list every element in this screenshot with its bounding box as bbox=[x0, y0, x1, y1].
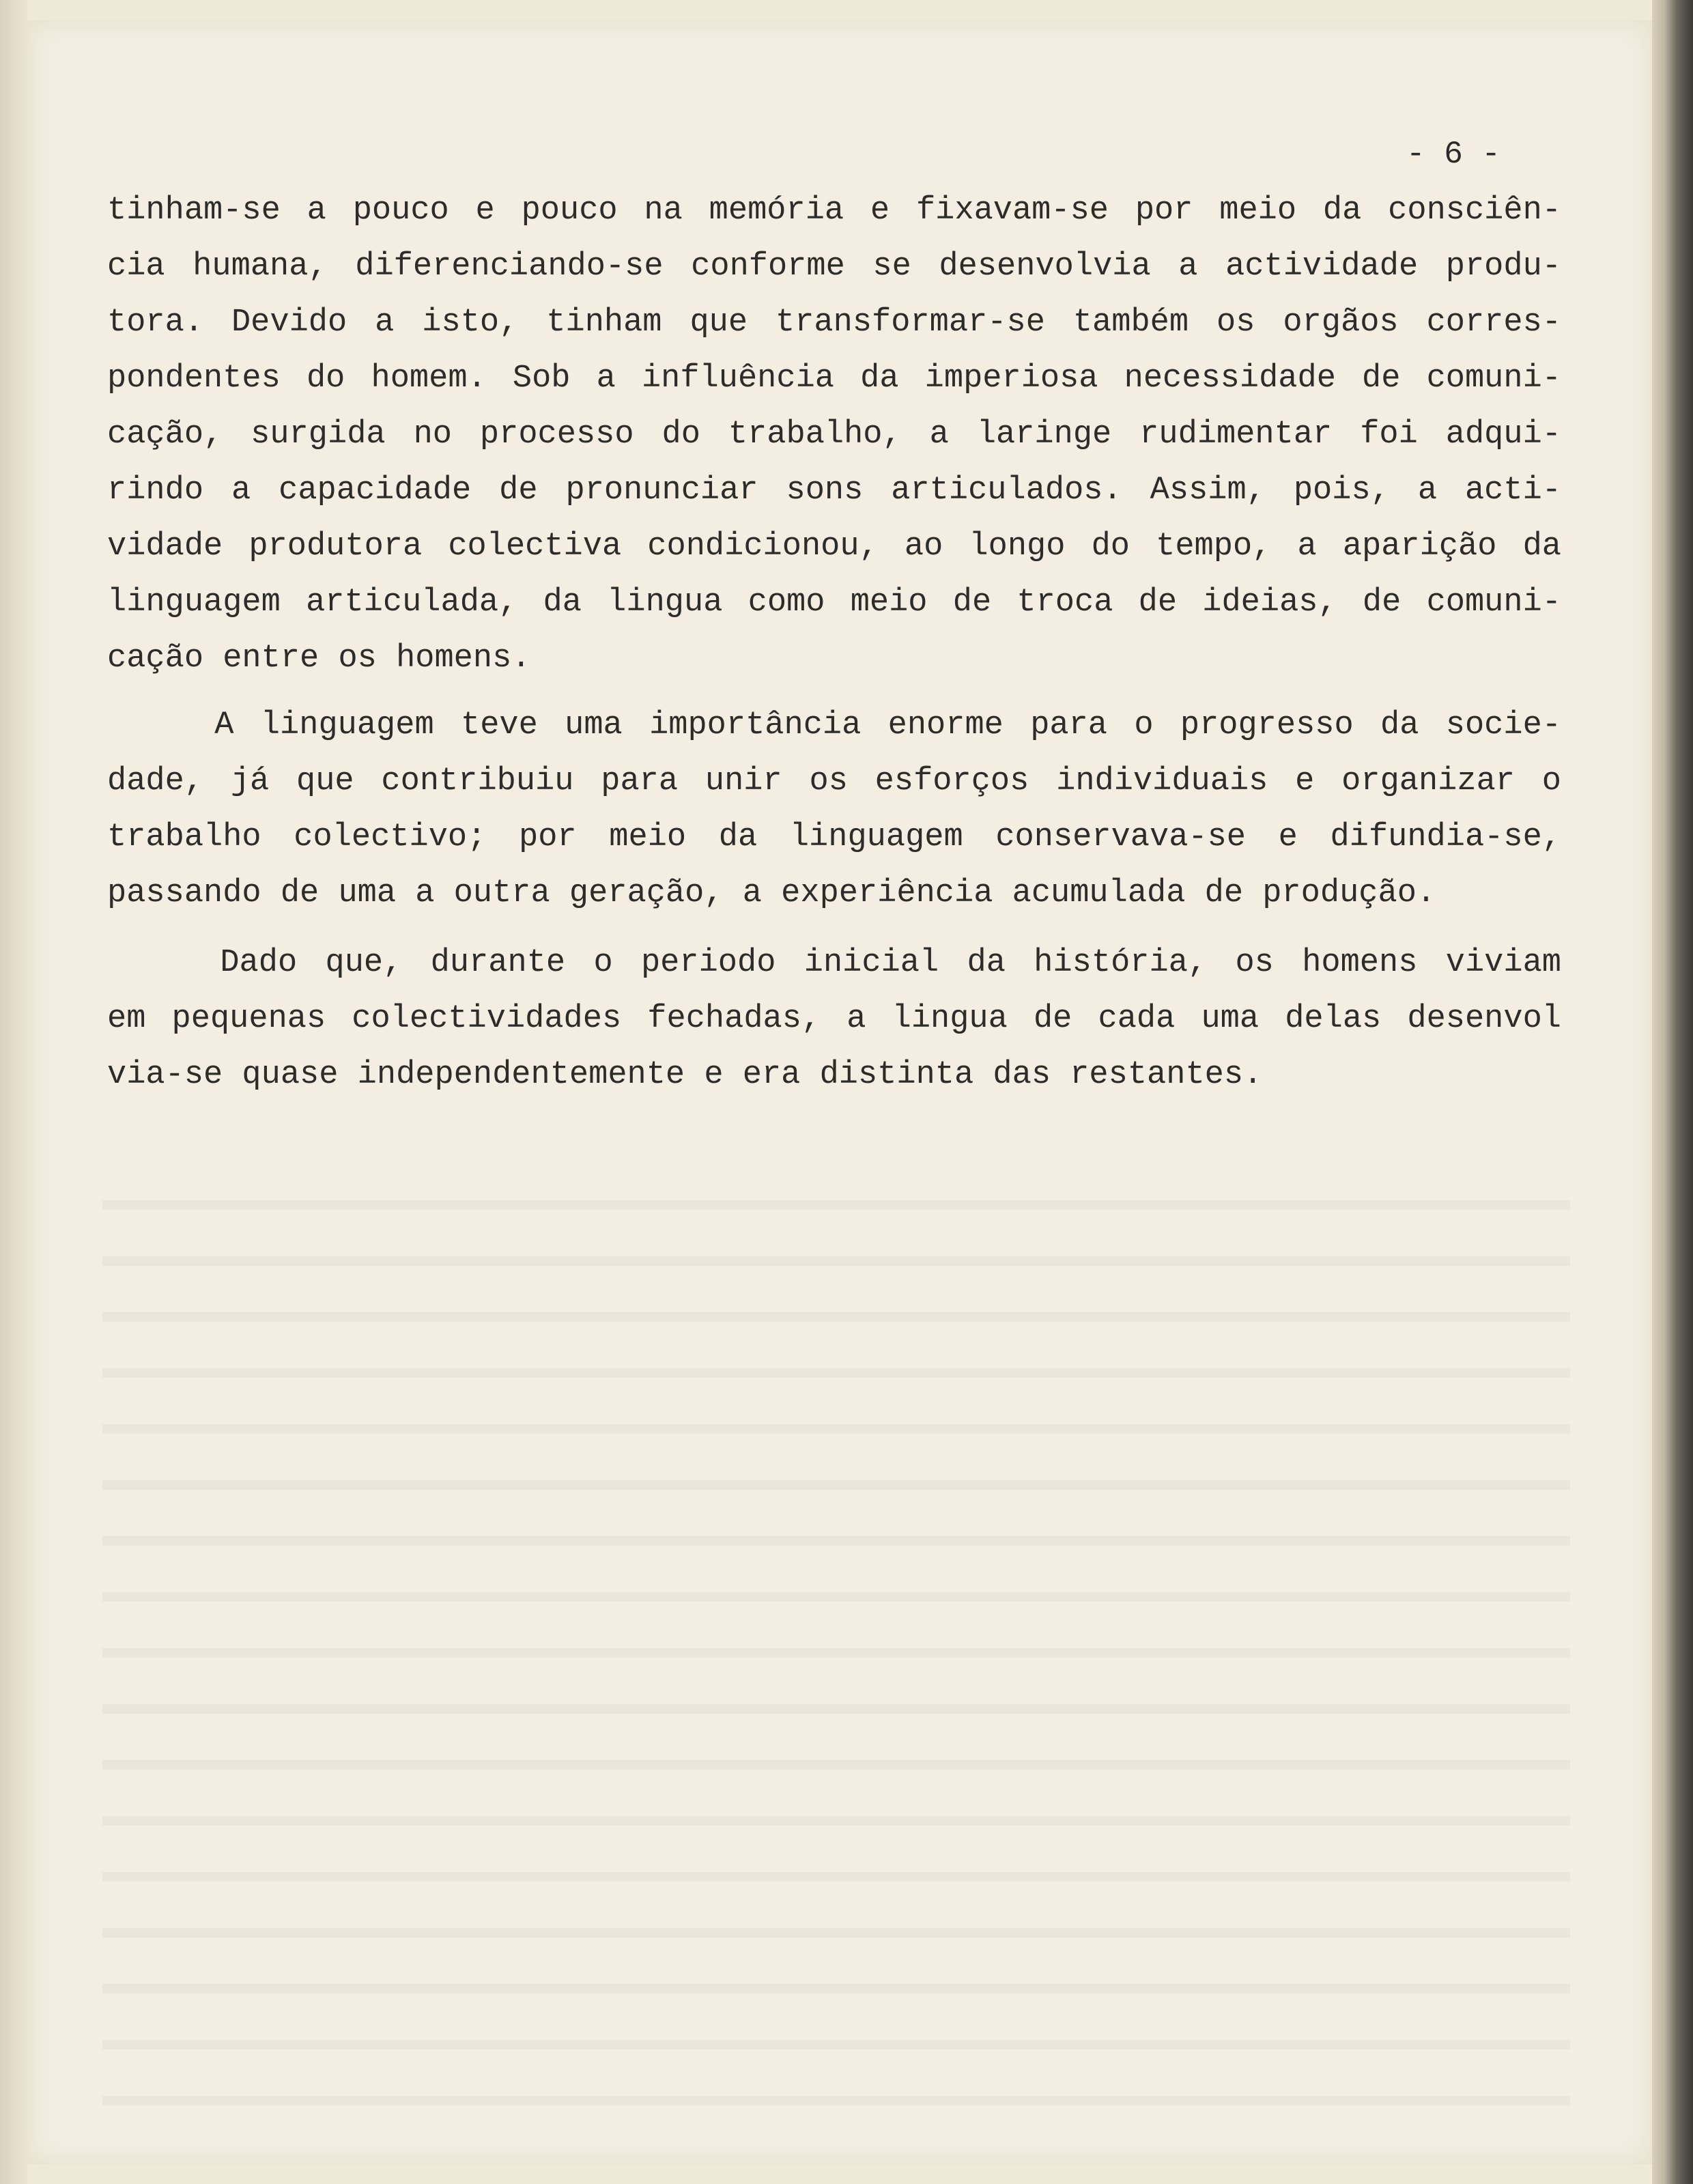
text-line: passando de uma a outra geração, a experiência acumulada de produção. bbox=[107, 875, 1436, 911]
text-line: pondentes do homem. Sob a influência da imperiosa necessidade de comuni- bbox=[107, 360, 1561, 397]
text-line: cação, surgida no processo do trabalho, a laringe rudimentar foi adqui- bbox=[107, 416, 1561, 453]
text-line: tora. Devido a isto, tinham que transformar-se também os orgãos corres- bbox=[107, 304, 1561, 341]
text-line: vidade produtora colectiva condicionou, ao longo do tempo, a aparição da bbox=[107, 528, 1561, 565]
text-line: A linguagem teve uma importância enorme para o progresso da socie- bbox=[107, 707, 1561, 743]
text-line: Dado que, durante o periodo inicial da história, os homens viviam bbox=[107, 945, 1561, 981]
text-line: trabalho colectivo; por meio da linguagem conservava-se e difundia-se, bbox=[107, 819, 1561, 855]
text-line: em pequenas colectividades fechadas, a lingua de cada uma delas desenvol bbox=[107, 1001, 1561, 1037]
text-line: dade, já que contribuiu para unir os esforços individuais e organizar o bbox=[107, 763, 1561, 799]
text-line: linguagem articulada, da lingua como meio de troca de ideias, de comuni- bbox=[107, 584, 1561, 621]
text-line: via-se quase independentemente e era distinta das restantes. bbox=[107, 1057, 1263, 1093]
book-gutter bbox=[0, 0, 27, 2184]
text-line: cação entre os homens. bbox=[107, 640, 531, 677]
paragraph-3 bbox=[107, 935, 1561, 1103]
text-line: rindo a capacidade de pronunciar sons articulados. Assim, pois, a acti- bbox=[107, 472, 1561, 509]
paragraph-2 bbox=[107, 698, 1561, 922]
paragraph-1 bbox=[107, 183, 1561, 687]
page-stack-edge bbox=[1652, 0, 1693, 2184]
page-number: - 6 - bbox=[1406, 137, 1501, 172]
text-line: tinham-se a pouco e pouco na memória e fixavam-se por meio da consciên- bbox=[107, 193, 1561, 229]
text-line: cia humana, diferenciando-se conforme se desenvolvia a actividade produ- bbox=[107, 249, 1561, 285]
